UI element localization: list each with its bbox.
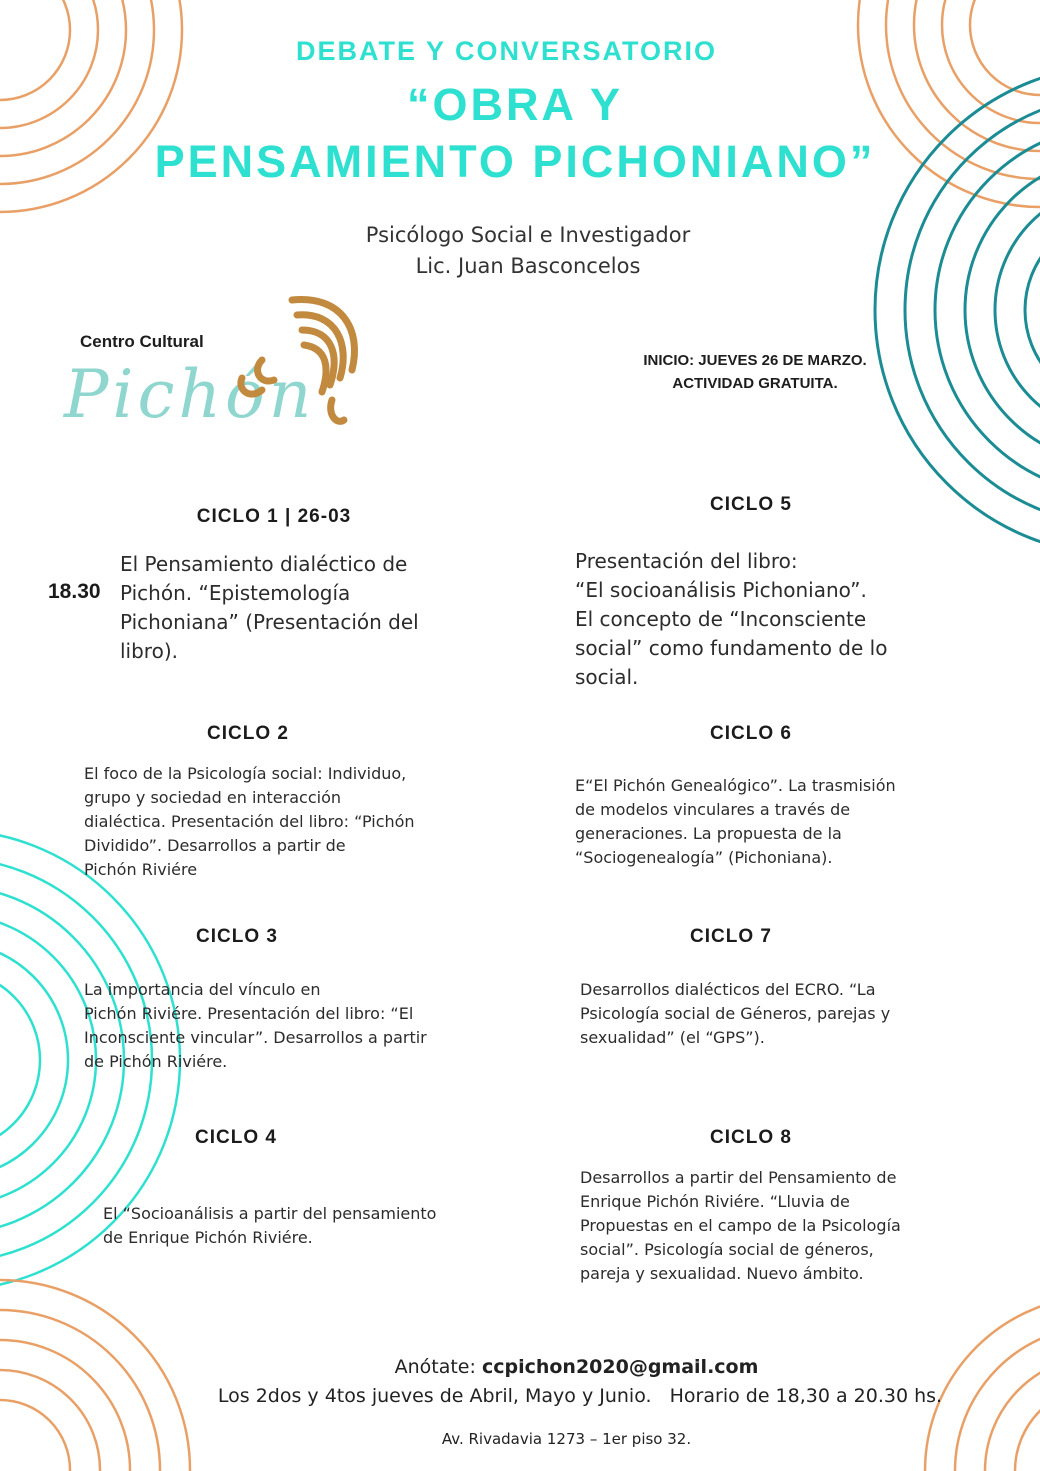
speaker-block (0, 220, 1040, 282)
ciclo-8-title: CICLO 8 (710, 1127, 792, 1148)
ciclo-2-text (84, 762, 415, 882)
ciclo-1-time: 18.30 (48, 580, 101, 603)
ciclo-5-title: CICLO 5 (710, 494, 792, 515)
spiral-shell-icon (232, 290, 372, 435)
logo-text-top: Centro Cultural (80, 332, 204, 351)
text-line: social”. Psicología social de géneros, (580, 1240, 874, 1259)
text-line: Enrique Pichón Riviére. “Lluvia de (580, 1192, 850, 1211)
speaker-role: Psicólogo Social e Investigador (365, 223, 691, 247)
text-line: E“El Pichón Genealógico”. La trasmisión (575, 776, 896, 795)
text-line: Inconsciente vincular”. Desarrollos a partir (84, 1028, 427, 1047)
speaker-name: Lic. Juan Basconcelos (415, 254, 641, 278)
text-line: El concepto de “Inconsciente (575, 607, 867, 631)
text-line: Propuestas en el campo de la Psicología (580, 1216, 901, 1235)
ciclo-7-text (580, 978, 890, 1050)
text-line: pareja y sexualidad. Nuevo ámbito. (580, 1264, 864, 1283)
ciclo-2-title: CICLO 2 (207, 723, 289, 744)
start-date: INICIO: JUEVES 26 DE MARZO. (643, 352, 867, 369)
schedule-line: Los 2dos y 4tos jueves de Abril, Mayo y Junio. Horario de 18,30 a 20.30 hs. (217, 1385, 943, 1407)
text-line: dialéctica. Presentación del libro: “Pichón (84, 812, 415, 831)
ciclo-6-title: CICLO 6 (710, 723, 792, 744)
event-title-line2: PENSAMIENTO PICHONIANO” (154, 136, 876, 187)
text-line: La importancia del vínculo en (84, 980, 321, 999)
text-line: grupo y sociedad en interacción (84, 788, 341, 807)
signup-label: Anótate: (394, 1356, 482, 1378)
text-line: social. (575, 665, 639, 689)
ciclo-6-text (575, 774, 896, 870)
event-title (0, 76, 1030, 190)
text-line: Dividido”. Desarrollos a partir de (84, 836, 346, 855)
ciclo-8-text (580, 1166, 901, 1286)
text-line: El foco de la Psicología social: Individuo, (84, 764, 407, 783)
signup-line (0, 1356, 1040, 1378)
text-line: sexualidad” (el “GPS”). (580, 1028, 765, 1047)
text-line: El “Socioanálisis a partir del pensamiento (103, 1204, 437, 1223)
logo-script: Pichón (64, 356, 316, 433)
event-title-line1: “OBRA Y (406, 79, 624, 130)
signup-email[interactable]: ccpichon2020@gmail.com (481, 1356, 759, 1378)
text-line: de Enrique Pichón Riviére. (103, 1228, 313, 1247)
text-line: Pichoniana” (Presentación del (120, 610, 419, 634)
text-line: social” como fundamento de lo (575, 636, 888, 660)
text-line: Psicología social de Géneros, parejas y (580, 1004, 891, 1023)
text-line: Pichón Riviére. Presentación del libro: “El (84, 1004, 414, 1023)
ciclo-3-title: CICLO 3 (196, 926, 278, 947)
ciclo-4-text (103, 1202, 436, 1250)
ciclo-4-title: CICLO 4 (195, 1127, 277, 1148)
free-activity: ACTIVIDAD GRATUITA. (672, 375, 838, 392)
event-kicker: DEBATE Y CONVERSATORIO (295, 36, 718, 66)
text-line: Desarrollos a partir del Pensamiento de (580, 1168, 897, 1187)
text-line: El Pensamiento dialéctico de (120, 552, 408, 576)
ciclo-1-title: CICLO 1 | 26-03 (196, 506, 352, 527)
ciclo-5-text (575, 547, 887, 692)
address-line: Av. Rivadavia 1273 – 1er piso 32. (441, 1430, 692, 1448)
text-line: Presentación del libro: (575, 549, 798, 573)
text-line: Pichón. “Epistemología (120, 581, 351, 605)
ciclo-3-text (84, 978, 427, 1074)
text-line: Desarrollos dialécticos del ECRO. “La (580, 980, 876, 999)
text-line: libro). (120, 639, 178, 663)
text-line: generaciones. La propuesta de la (575, 824, 842, 843)
text-line: “El socioanálisis Pichoniano”. (575, 578, 867, 602)
event-info (540, 349, 970, 395)
text-line: Pichón Riviére (84, 860, 198, 879)
ciclo-1-text (120, 550, 419, 666)
text-line: “Sociogenealogía” (Pichoniana). (575, 848, 833, 867)
text-line: de Pichón Riviére. (84, 1052, 228, 1071)
ciclo-7-title: CICLO 7 (690, 926, 772, 947)
text-line: de modelos vinculares a través de (575, 800, 851, 819)
